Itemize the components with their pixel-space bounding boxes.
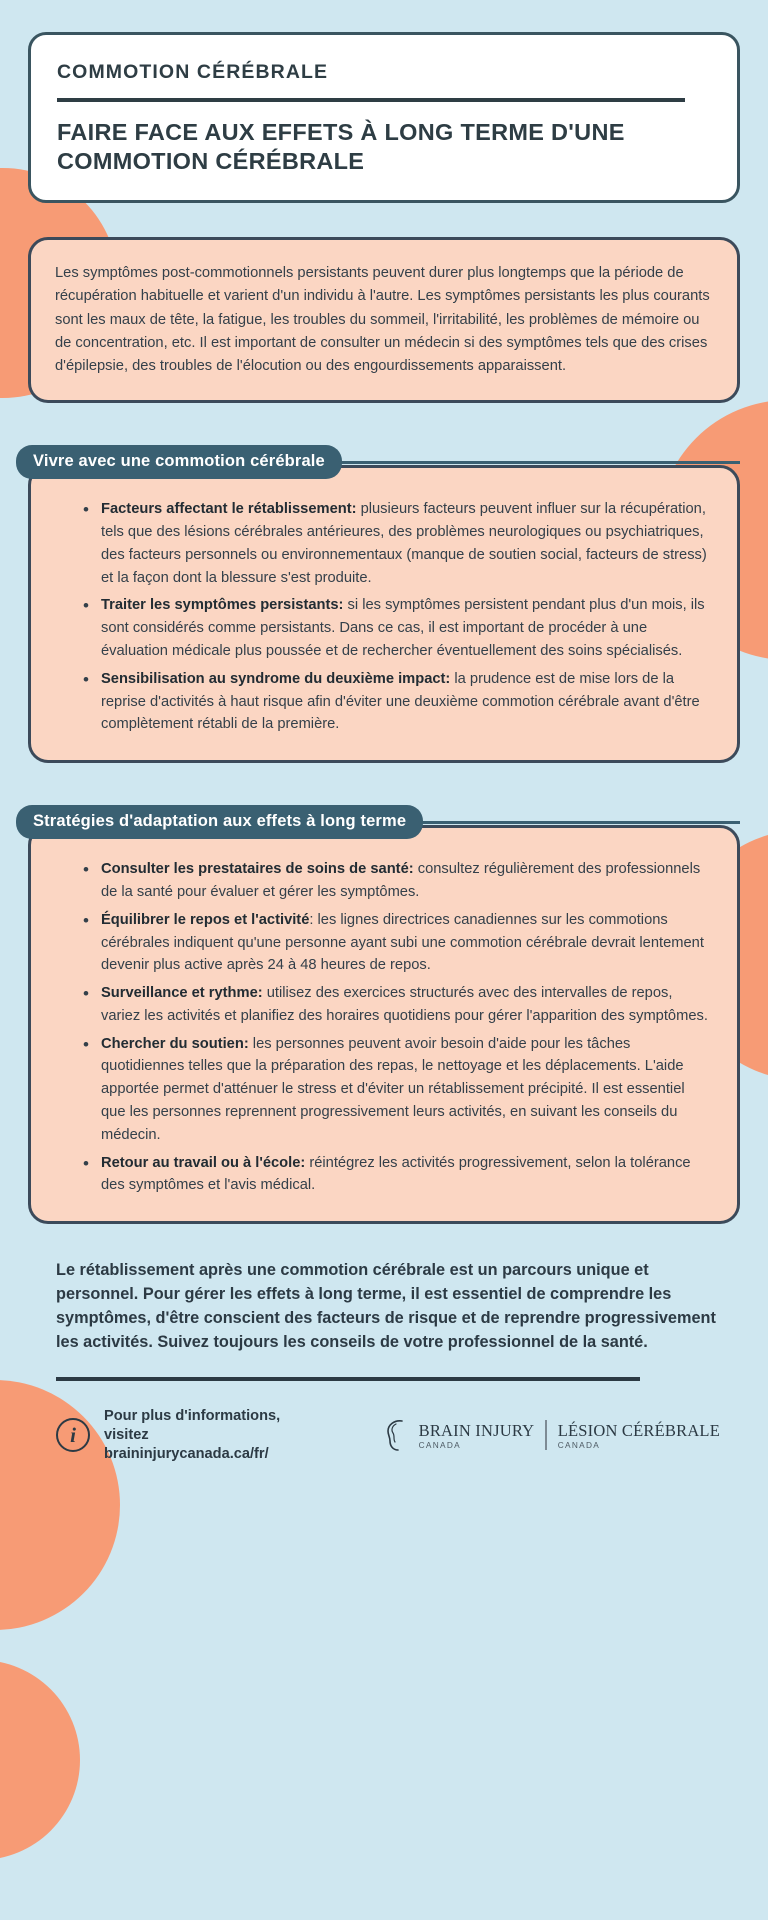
- list-item-label: Sensibilisation au syndrome du deuxième impact:: [101, 670, 451, 687]
- kicker-text: COMMOTION CÉRÉBRALE: [57, 61, 329, 83]
- section-heading-rule-1: [340, 461, 740, 464]
- list-item-text: la prudence est de mise lors de la reprise d'activités à haut risque afin d'éviter une deuxième commotion cérébrale avant d'être complètement rétabli de la première.: [101, 670, 700, 733]
- section-heading-1: Vivre avec une commotion cérébrale: [16, 445, 342, 479]
- list-item: [101, 668, 711, 736]
- bullet-list-1: [57, 498, 711, 736]
- list-item: [101, 1152, 711, 1198]
- list-item-label: Surveillance et rythme:: [101, 985, 263, 1002]
- list-item: [101, 498, 711, 589]
- list-item: [101, 909, 711, 977]
- page-title: FAIRE FACE AUX EFFETS À LONG TERME D'UNE COMMOTION CÉRÉBRALE: [57, 119, 625, 175]
- list-item-label: Traiter les symptômes persistants:: [101, 597, 344, 614]
- closing-block: [28, 1258, 740, 1380]
- closing-statement: Le rétablissement après une commotion cérébrale est un parcours unique et personnel. Pour gérer les effets à long terme, il est essentiel de comprendre les symptômes, d'être conscient des facteurs de risque et de reprendre progressivement les activités. Suivez toujours les conseils de votre professionnel de la santé.: [56, 1261, 716, 1352]
- section-header-row-2: [16, 805, 740, 839]
- section-panel-1: [28, 465, 740, 763]
- logo-en-sub: CANADA: [418, 1439, 462, 1450]
- intro-paragraph: Les symptômes post-commotionnels persistants peuvent durer plus longtemps que la période de récupération habituelle et varient d'un individu à l'autre. Les symptômes persistants les plus courants sont les maux de tête, la fatigue, les troubles du sommeil, l'irritabilité, les problèmes de mémoire ou de concentration, etc. Il est important de consulter un médecin si des symptômes tels que des crises d'épilepsie, des troubles de l'élocution ou des engourdissements apparaissent.: [55, 265, 710, 375]
- list-item-label: Équilibrer le repos et l'activité: [101, 911, 310, 928]
- section-coping-strategies: [28, 805, 740, 1224]
- logo-fr-sub: CANADA: [557, 1439, 601, 1450]
- list-item-label: Facteurs affectant le rétablissement:: [101, 501, 357, 518]
- logo-divider: [545, 1420, 547, 1450]
- list-item-label: Retour au travail ou à l'école:: [101, 1154, 306, 1171]
- list-item: [101, 982, 711, 1028]
- list-item-label: Chercher du soutien:: [101, 1035, 249, 1052]
- logo-text-en: [419, 1422, 535, 1450]
- list-item: [101, 1033, 711, 1147]
- title-card: [28, 32, 740, 203]
- title-divider: [57, 98, 685, 102]
- intro-panel: [28, 237, 740, 403]
- list-item-text: utilisez des exercices structurés avec des intervalles de repos, variez les activités et planifiez des horaires quotidiens pour gérer l'apparition des symptômes.: [101, 985, 708, 1024]
- info-icon: i: [56, 1418, 90, 1452]
- section-heading-rule-2: [421, 821, 740, 824]
- decorative-circle-5: [0, 1660, 80, 1860]
- brain-logo-icon: [384, 1418, 410, 1452]
- content-column: [0, 32, 768, 1464]
- list-item-text: réintégrez les activités progressivement, selon la tolérance des symptômes et l'avis médical.: [101, 1154, 691, 1194]
- list-item-text: les personnes peuvent avoir besoin d'aide pour les tâches quotidiennes telles que la préparation des repas, le nettoyage et les déplacements. L'aide apportée permet d'atténuer le stress et d'éviter un rétablissement précipité. Il est essentiel que les personnes reprennent progressivement leurs activités, en suivant les conseils du médecin.: [101, 1035, 685, 1143]
- list-item: [101, 594, 711, 662]
- list-item-text: si les symptômes persistent pendant plus d'un mois, ils sont considérés comme persistants. Dans ce cas, il est important de procéder à une évaluation médicale plus poussée et de rechercher éventuellement des soins spécialisés.: [101, 597, 705, 660]
- closing-divider: [56, 1377, 640, 1381]
- bullet-list-2: [57, 858, 711, 1197]
- list-item-label: Consulter les prestataires de soins de santé:: [101, 861, 414, 878]
- list-item-text: plusieurs facteurs peuvent influer sur la récupération, tels que des lésions cérébrales antérieures, des problèmes neurologiques ou psychiatriques, des facteurs personnels ou environnementaux (manque de soutien social, facteurs de stress) et la façon dont la blessure s'est produite.: [101, 501, 707, 586]
- footer: [28, 1407, 740, 1465]
- logo-fr-main: LÉSION CÉRÉBRALE: [557, 1420, 720, 1440]
- section-panel-2: [28, 825, 740, 1224]
- section-heading-2: Stratégies d'adaptation aux effets à long terme: [16, 805, 423, 839]
- list-item-text: : les lignes directrices canadiennes sur les commotions cérébrales indiquent qu'une personne ayant subi une commotion cérébrale devrait lentement devenir plus active après 24 à 48 heures de repos.: [101, 911, 704, 974]
- list-item: [101, 858, 711, 904]
- list-item-text: consultez régulièrement des professionnels de la santé pour évaluer et gérer les symptômes.: [101, 861, 701, 900]
- logo-en-main: BRAIN INJURY: [418, 1420, 535, 1440]
- section-header-row-1: [16, 445, 740, 479]
- section-living-with-concussion: [28, 445, 740, 763]
- logo-text-fr: [558, 1422, 720, 1450]
- footer-cta-text: Pour plus d'informations, visitez braininjurycanada.ca/fr/: [104, 1407, 281, 1463]
- brain-injury-canada-logo: [384, 1418, 720, 1452]
